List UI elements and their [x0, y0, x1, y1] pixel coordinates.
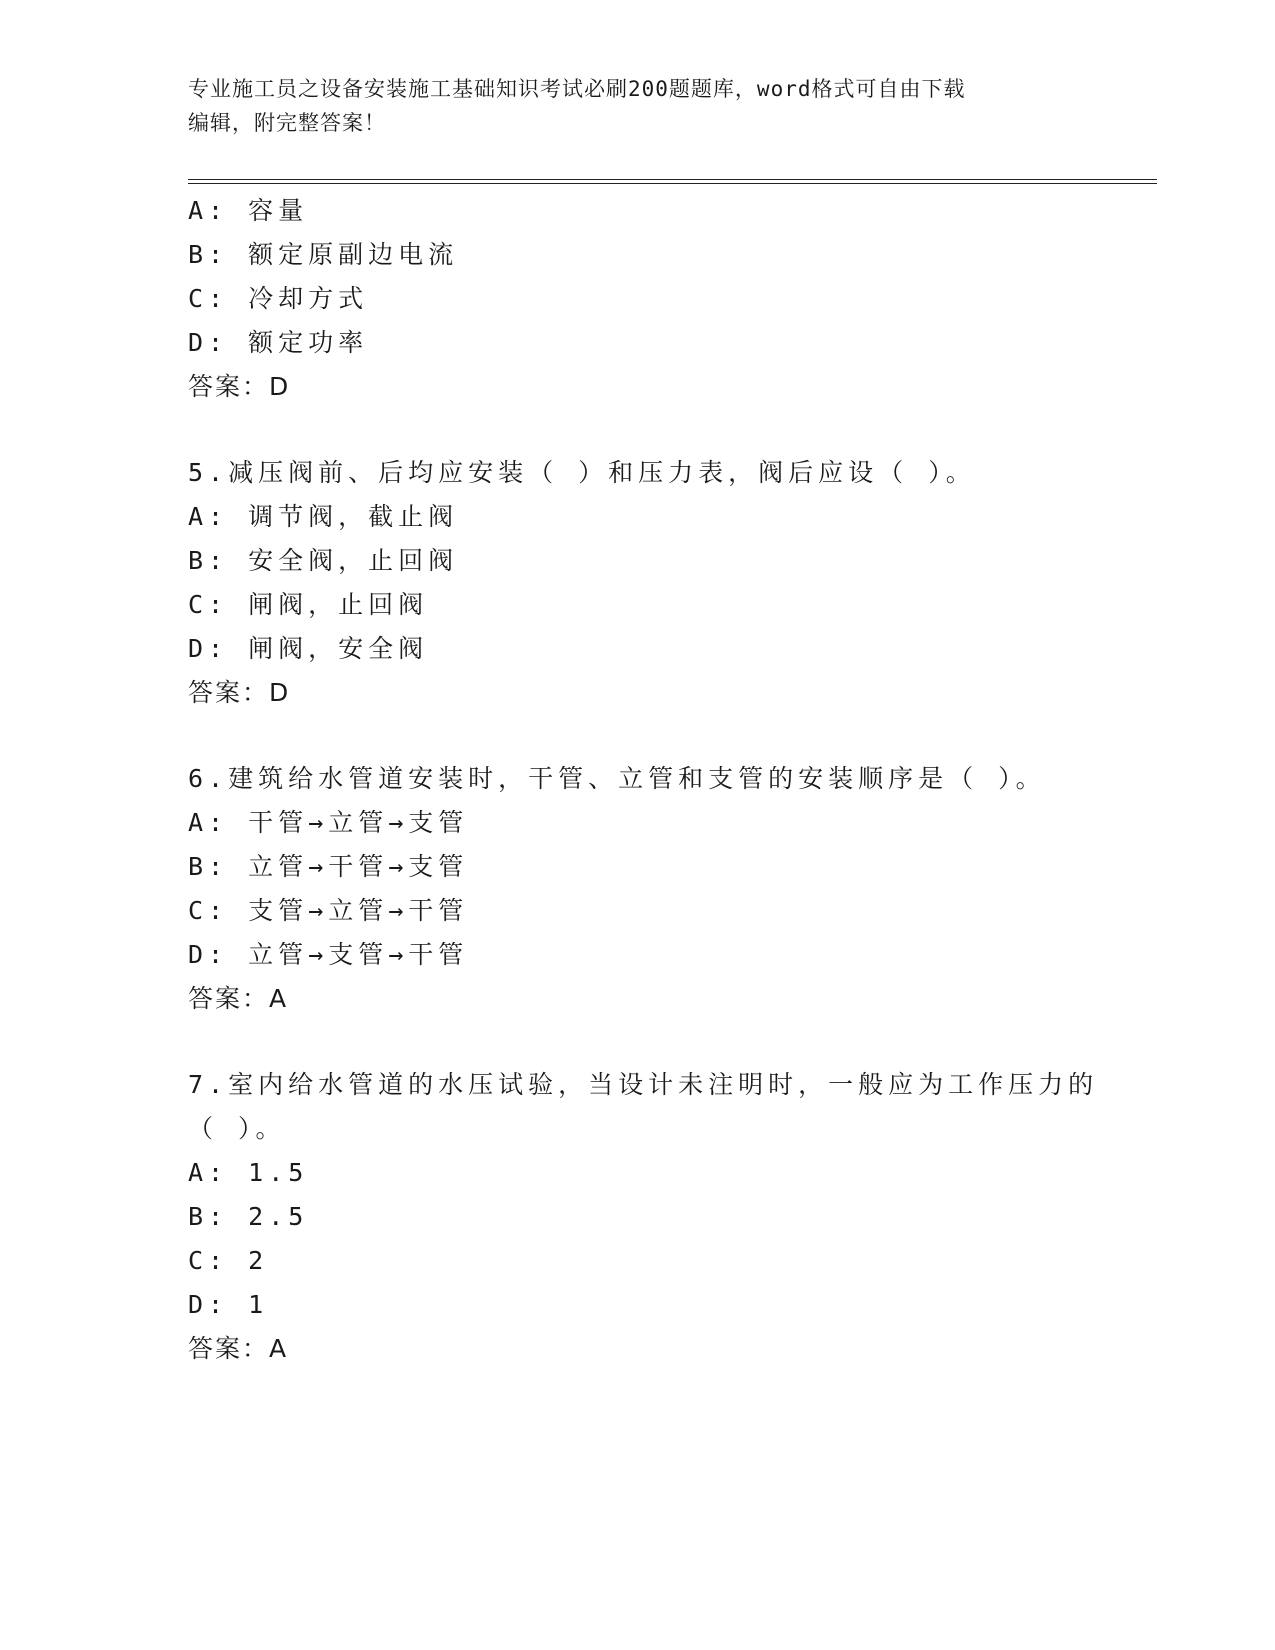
- q5-question: 5.减压阀前、后均应安装（ ）和压力表，阀后应设（ ）。: [188, 458, 976, 487]
- q7-option-b: B: 2.5: [188, 1202, 309, 1231]
- q7-question-line-2: （ ）。: [188, 1114, 286, 1143]
- q7-answer: 答案：A: [188, 1334, 289, 1363]
- q4-option-c: C: 冷却方式: [188, 284, 369, 313]
- q6-option-d: D: 立管→支管→干管: [188, 940, 469, 969]
- q4-answer: 答案：D: [188, 372, 291, 401]
- header-divider: [188, 179, 1157, 184]
- header-title-line-2: 编辑，附完整答案！: [188, 111, 386, 135]
- q4-option-a: A: 容量: [188, 196, 309, 225]
- header-title-line-1: 专业施工员之设备安装施工基础知识考试必刷200题题库，word格式可自由下载: [188, 77, 966, 101]
- q5-option-d: D: 闸阀，安全阀: [188, 634, 429, 663]
- q7-option-d: D: 1: [188, 1290, 269, 1319]
- q4-option-b: B: 额定原副边电流: [188, 240, 459, 269]
- document-header: [188, 72, 1088, 140]
- q4-option-d: D: 额定功率: [188, 328, 369, 357]
- q5-option-c: C: 闸阀，止回阀: [188, 590, 429, 619]
- q6-option-b: B: 立管→干管→支管: [188, 852, 469, 881]
- q5-answer: 答案：D: [188, 678, 291, 707]
- q7-question-line-1: 7.室内给水管道的水压试验，当设计未注明时，一般应为工作压力的: [188, 1070, 1099, 1099]
- q6-answer: 答案：A: [188, 984, 289, 1013]
- q7-option-c: C: 2: [188, 1246, 269, 1275]
- q7-option-a: A: 1.5: [188, 1158, 309, 1187]
- q6-question: 6.建筑给水管道安装时，干管、立管和支管的安装顺序是（ ）。: [188, 764, 1046, 793]
- q5-option-b: B: 安全阀，止回阀: [188, 546, 459, 575]
- q5-option-a: A: 调节阀，截止阀: [188, 502, 459, 531]
- q6-option-c: C: 支管→立管→干管: [188, 896, 469, 925]
- q6-option-a: A: 干管→立管→支管: [188, 808, 469, 837]
